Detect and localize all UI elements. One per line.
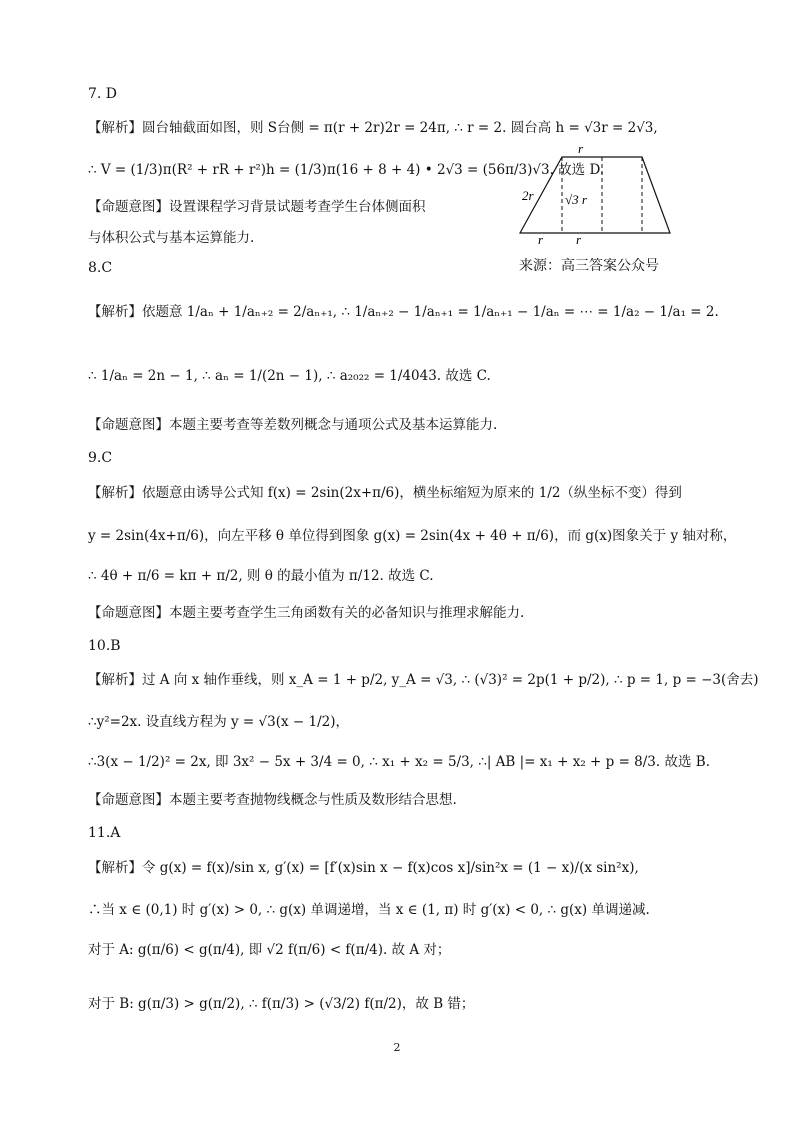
solution-line: ∴当 x ∈ (0,1) 时 g′(x) > 0, ∴ g(x) 单调递增，当 x ∈ (1, π) 时 g′(x) < 0, ∴ g(x) 单调递减.: [88, 902, 650, 918]
solution-line: 【命题意图】本题主要考查抛物线概念与性质及数形结合思想.: [88, 792, 457, 808]
question-number: 8.C: [88, 260, 113, 276]
bottom-left-r-label: r: [538, 232, 544, 247]
solution-line: 【解析】依题意 1/aₙ + 1/aₙ₊₂ = 2/aₙ₊₁, ∴ 1/aₙ₊₂ − 1/aₙ₊₁ = 1/aₙ₊₁ − 1/aₙ = ⋯ = 1/a₂ − 1/a₁ = 2.: [88, 304, 719, 320]
question-number: 11.A: [88, 825, 121, 841]
solution-line: 【解析】过 A 向 x 轴作垂线，则 x_A = 1 + p/2, y_A = √3, ∴ (√3)² = 2p(1 + p/2), ∴ p = 1, p = −3(舍去): [88, 672, 759, 688]
question-number: 7. D: [88, 86, 118, 102]
solution-line: ∴y²=2x. 设直线方程为 y = √3(x − 1/2)，: [88, 714, 349, 730]
solution-line: ∴ V = (1/3)π(R² + rR + r²)h = (1/3)π(16 + 8 + 4) • 2√3 = (56π/3)√3. 故选 D.: [88, 162, 605, 178]
solution-line: ∴ 4θ + π/6 = kπ + π/2, 则 θ 的最小值为 π/12. 故选 C.: [88, 568, 434, 584]
question-number: 10.B: [88, 638, 121, 654]
bottom-mid-r-label: r: [576, 232, 582, 247]
solution-line: ∴3(x − 1/2)² = 2x, 即 3x² − 5x + 3/4 = 0, ∴ x₁ + x₂ = 5/3, ∴| AB |= x₁ + x₂ + p = 8/3. 故选 B.: [88, 754, 710, 770]
solution-line: 【解析】令 g(x) = f(x)/sin x, g′(x) = [f′(x)sin x − f(x)cos x]/sin²x = (1 − x)/(x sin²x),: [88, 860, 639, 876]
solution-line: 对于 A: g(π/6) < g(π/4), 即 √2 f(π/6) < f(π/4). 故 A 对；: [88, 942, 451, 958]
slant-label: 2r: [522, 188, 534, 203]
solution-line: 【解析】圆台轴截面如图，则 S台侧 = π(r + 2r)2r = 24π, ∴ r = 2. 圆台高 h = √3r = 2√3,: [88, 120, 658, 136]
solution-line: 对于 B: g(π/3) > g(π/2), ∴ f(π/3) > (√3/2) f(π/2)，故 B 错；: [88, 996, 475, 1012]
solution-line: 【命题意图】本题主要考查学生三角函数有关的必备知识与推理求解能力.: [88, 605, 525, 621]
page-number: 2: [393, 1041, 401, 1054]
solution-line: 【命题意图】设置课程学习背景试题考查学生台体侧面积: [88, 199, 426, 215]
source-note: 来源：高三答案公众号: [519, 258, 659, 274]
solution-line: y = 2sin(4x+π/6)，向左平移 θ 单位得到图象 g(x) = 2sin(4x + 4θ + π/6)，而 g(x)图象关于 y 轴对称，: [88, 528, 737, 544]
solution-line: ∴ 1/aₙ = 2n − 1, ∴ aₙ = 1/(2n − 1), ∴ a₂₀₂₂ = 1/4043. 故选 C.: [88, 368, 491, 384]
solution-line: 【命题意图】本题主要考查等差数列概念与通项公式及基本运算能力.: [88, 417, 498, 433]
solution-line: 与体积公式与基本运算能力.: [88, 230, 255, 246]
question-number: 9.C: [88, 450, 113, 466]
height-label: √3 r: [565, 192, 587, 207]
frustum-axial-section-figure: [516, 140, 676, 250]
top-radius-label: r: [578, 141, 584, 156]
solution-line: 【解析】依题意由诱导公式知 f(x) = 2sin(2x+π/6)，横坐标缩短为原来的 1/2（纵坐标不变）得到: [88, 485, 682, 501]
